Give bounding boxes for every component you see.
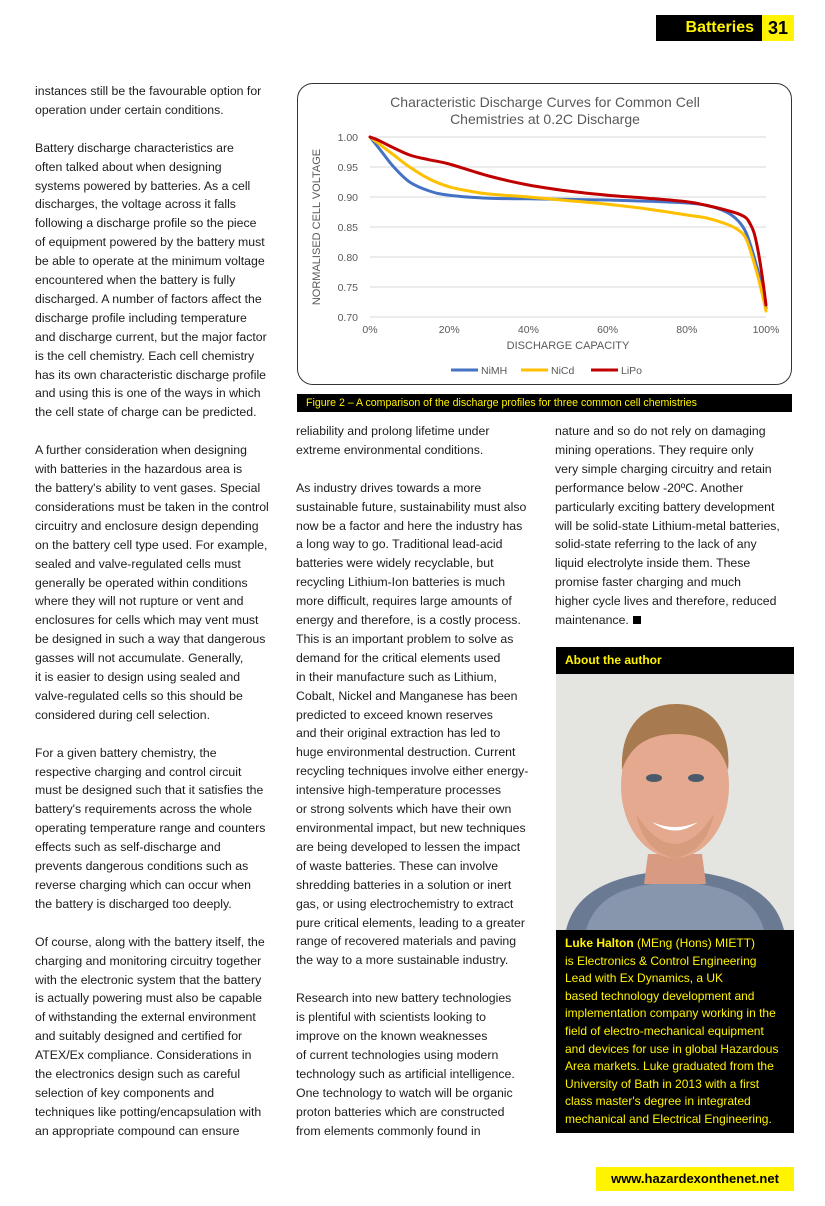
y-tick-label: 0.90 bbox=[337, 192, 358, 204]
author-bio-text: (MEng (Hons) MIETT) is Electronics & Control Engineering Lead with Ex Dynamics, a UK based technology development and implementation company working in the field of electro-mechanical equipment and devices for use in global Hazardous Area markets. Luke graduated from the University of Bath in 2013 with a first class master's degree in integrated mechanical and Electrical Engineering. bbox=[565, 936, 779, 1126]
series-line-lipo bbox=[370, 137, 766, 305]
page-number: 31 bbox=[762, 15, 794, 41]
paragraph bbox=[555, 422, 795, 630]
y-tick-label: 0.70 bbox=[337, 312, 358, 324]
author-box bbox=[556, 647, 794, 1133]
author-heading: About the author bbox=[565, 653, 662, 667]
paragraph: Battery discharge characteristics are often talked about when designing systems powered by batteries. As a cell discharges, the voltage across it falls following a discharge profile so the piece of equipment powered by the battery must be able to operate at the minimum voltage encountered when the battery is fully discharged. A number of factors affect the discharge profile including temperature and discharge current, but the major factor is the cell chemistry. Each cell chemistry has its own characteristic discharge profile and using this is one of the ways in which the cell state of charge can be predicted. bbox=[35, 140, 267, 420]
paragraph-text: nature and so do not rely on damaging mining operations. They require only very simple charging circuitry and retain performance below -20ºC. Another particularly exciting battery development will be solid-state Lithium-metal batteries, solid-state referring to the lack of any liquid electrolyte inside them. These promise faster charging and much higher cycle lives and therefore, reduced maintenance. bbox=[555, 424, 780, 628]
y-tick-label: 0.85 bbox=[337, 222, 358, 234]
y-tick-label: 1.00 bbox=[337, 132, 358, 144]
legend-entry-nicd: NiCd bbox=[551, 365, 575, 377]
paragraph: For a given battery chemistry, the respective charging and control circuit must be designed such that it satisfies the battery's requirements across the whole operating temperature range and counters effects such as self-discharge and prevents dangerous conditions such as reverse charging which can occur when the battery is discharged too deeply. bbox=[35, 745, 266, 911]
section-title: Batteries bbox=[656, 15, 762, 41]
x-axis-label: DISCHARGE CAPACITY bbox=[506, 340, 630, 352]
series-line-nicd bbox=[370, 137, 766, 311]
chart-title-line-2: Chemistries at 0.2C Discharge bbox=[450, 111, 640, 127]
text-column-3 bbox=[555, 422, 795, 649]
author-bio bbox=[565, 935, 791, 1129]
x-tick-label: 80% bbox=[676, 324, 698, 336]
legend-entry-nimh: NiMH bbox=[481, 365, 508, 377]
x-tick-label: 40% bbox=[517, 324, 539, 336]
figure-caption: Figure 2 – A comparison of the discharge profiles for three common cell chemistries bbox=[297, 394, 792, 412]
paragraph: A further consideration when designing with batteries in the hazardous area is the battery's ability to vent gases. Special considerations must be taken in the control circuitry and enclosure design depending on the battery cell type used. For example, sealed and valve-regulated cells must generally be operated within conditions where they will not rupture or vent and enclosures for cells which may vent must be designed in such a way that dangerous gasses will not accumulate. Generally, it is easier to design using sealed and valve-regulated cells so this should be considered during cell selection. bbox=[35, 443, 269, 722]
paragraph: instances still be the favourable option for operation under certain conditions. bbox=[35, 84, 262, 117]
page-header bbox=[656, 15, 794, 41]
chart-svg bbox=[298, 84, 792, 385]
paragraph: As industry drives towards a more sustainable future, sustainability must also now be a factor and here the industry has a long way to go. Traditional lead-acid batteries were widely recyclable, but recycling Lithium-Ion batteries is much more difficult, requires large amounts of energy and therefore, is a costly process. This is an important problem to solve as demand for the critical elements used in their manufacture such as Lithium, Cobalt, Nickel and Manganese has been predicted to exceed known reserves and their original extraction has led to huge environmental destruction. Current recycling techniques involve either energy- intensive high-temperature processes or strong solvents which have their own environmental impact, but new techniques are being developed to lessen the impact of waste batteries. These can involve shredding batteries in a solution or inert gas, or using electrochemistry to extract pure critical elements, leading to a greater range of recovered materials and paving the way to a more sustainable industry. bbox=[296, 480, 529, 968]
paragraph: Of course, along with the battery itself, the charging and monitoring circuitry together with the electronic system that the battery is actually powering must also be capable of withstanding the external environment and suitably designed and certified for ATEX/Ex compliance. Considerations in the electronics design such as careful selection of key components and techniques like potting/encapsulation with an appropriate compound can ensure bbox=[35, 934, 265, 1138]
discharge-chart bbox=[297, 83, 792, 385]
website-url: www.hazardexonthenet.net bbox=[596, 1167, 794, 1191]
series-line-nimh bbox=[370, 137, 766, 308]
text-column-1 bbox=[35, 82, 277, 1160]
x-tick-label: 100% bbox=[752, 324, 780, 336]
x-tick-label: 0% bbox=[362, 324, 378, 336]
x-tick-label: 20% bbox=[438, 324, 460, 336]
y-axis-label: NORMALISED CELL VOLTAGE bbox=[311, 148, 323, 306]
chart-title: Characteristic Discharge Curves for Common Cell bbox=[390, 94, 700, 110]
paragraph: Research into new battery technologies is plentiful with scientists looking to improve on the known weaknesses of current technologies using modern technology such as artificial intelligence. One technology to watch will be organic proton batteries which are constructed from elements commonly found in bbox=[296, 991, 515, 1138]
author-name: Luke Halton bbox=[565, 936, 634, 950]
author-photo bbox=[556, 674, 794, 930]
x-tick-label: 60% bbox=[597, 324, 619, 336]
end-of-article-mark bbox=[633, 616, 641, 624]
y-tick-label: 0.75 bbox=[337, 282, 358, 294]
author-portrait-image bbox=[556, 674, 794, 930]
y-tick-label: 0.95 bbox=[337, 162, 358, 174]
text-column-2 bbox=[296, 422, 536, 1159]
paragraph: reliability and prolong lifetime under extreme environmental conditions. bbox=[296, 424, 490, 457]
legend-entry-lipo: LiPo bbox=[621, 365, 643, 377]
y-tick-label: 0.80 bbox=[337, 252, 358, 264]
